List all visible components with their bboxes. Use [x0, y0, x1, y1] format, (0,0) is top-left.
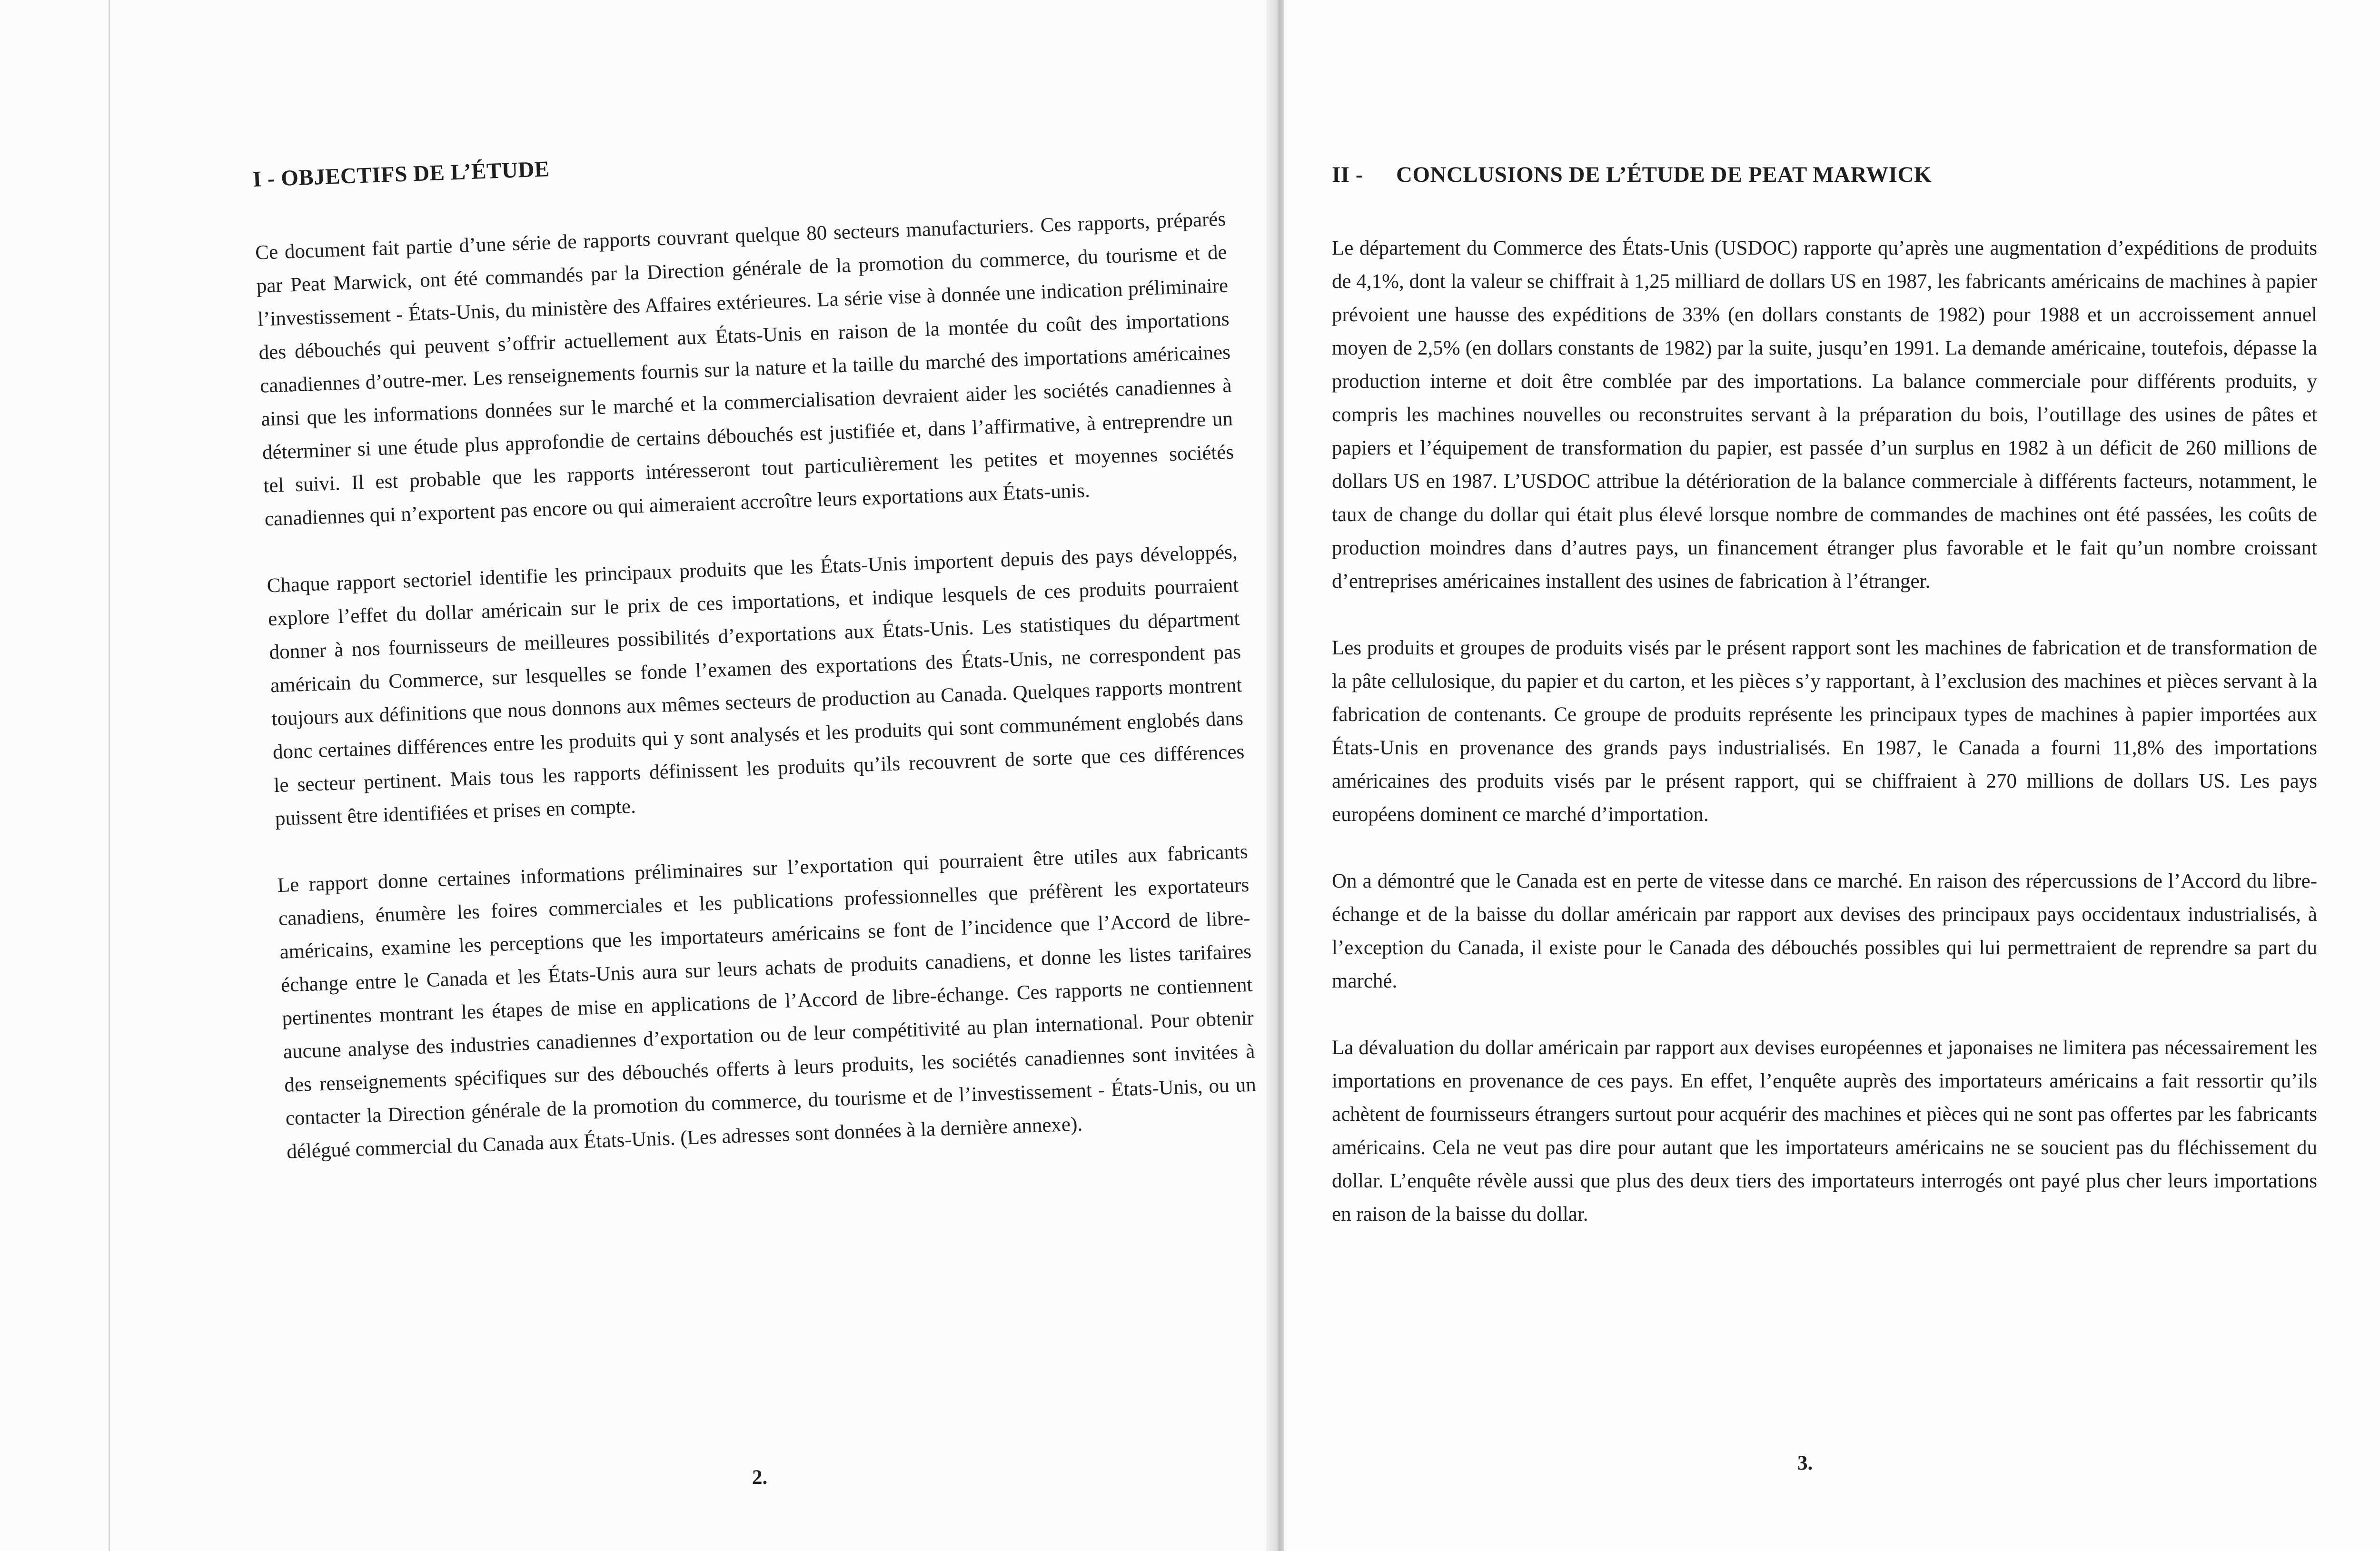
paragraph-4: La dévaluation du dollar américain par rapport aux devises européennes et japonaises ne limitera pas nécessairement les importations en provenance de ces pays. En effet, l’enquête auprès des importateurs américains a fait ressortir qu’ils achètent de fournisseurs étrangers surtout pour acquérir des machines et pièces qui ne sont pas offertes par les fabricants américains. Cela ne veut pas dire pour autant que les importateurs américains ne se soucient pas du fléchissement du dollar. L’enquête révèle aussi que plus des deux tiers des importateurs interrogés ont payé plus cher leurs importations en raison de la baisse du dollar. [1332, 1037, 2317, 1225]
page-edge-line [109, 0, 110, 1551]
section-title: CONCLUSIONS DE L’ÉTUDE DE PEAT MARWICK [1396, 162, 1932, 187]
page-number: 3. [1797, 1452, 1813, 1474]
section-heading-conclusions [1332, 162, 2317, 188]
paragraph-2: Chaque rapport sectoriel identifie les principaux produits que les États-Unis importent depuis des pays développés, explore l’effet du dollar américain sur le prix de ces importations, et indique lesquels de ces produits pourraient donner à nos fournisseurs de meilleures possibilités d’exportations aux États-Unis. Les statistiques du départment américain du Commerce, sur lesquelles se fonde l’examen des exportations des États-Unis, ne correspondent pas toujours aux définitions que nous donnons aux mêmes secteurs de production au Canada. Quelques rapports montrent donc certaines différences entre les produits qui y sont analysés et les produits qui sont communément englobés dans le secteur pertinent. Mais tous les rapports définissent les produits qu’ils recouvrent de sorte que ces différences puissent être identifiées et prises en compte. [266, 541, 1245, 830]
paragraph-3: Le rapport donne certaines informations préliminaires sur l’exportation qui pourraient être utiles aux fabricants canadiens, énumère les foires commerciales et les publications professionnelles que préfèrent les exportateurs américains, examine les perceptions que les importateurs américains se font de l’incidence que l’Accord de libre-échange entre le Canada et les États-Unis aura sur leurs achats de produits canadiens, et donne les listes tarifaires pertinentes montrant les étapes de mise en applications de l’Accord de libre-échange. Ces rapports ne contiennent aucune analyse des industries canadiennes d’exportation ou de leur compétitivité au plan international. Pour obtenir des renseignements spécifiques sur des débouchés offerts à leurs produits, les sociétés canadiennes sont invitées à contacter la Direction générale de la promotion du commerce, du tourisme et de l’investissement - États-Unis, ou un délégué commercial du Canada aux États-Unis. (Les adresses sont données à la dernière annexe). [277, 840, 1257, 1163]
paragraph-1: Le département du Commerce des États-Unis (USDOC) rapporte qu’après une augmentation d’expéditions de produits de 4,1%, dont la valeur se chiffrait à 1,25 milliard de dollars US en 1987, les fabricants américains de machines à papier prévoient une hausse des expéditions de 33% (en dollars constants de 1982) pour 1988 et un accroissement annuel moyen de 2,5% (en dollars constants de 1982) par la suite, jusqu’en 1991. La demande américaine, toutefois, dépasse la production interne et doit être comblée par des importations. La balance commerciale pour différents produits, y compris les machines nouvelles ou reconstruites servant à la préparation du bois, l’outillage des usines de pâtes et papiers et l’équipement de transformation du papier, est passée d’un surplus en 1982 à un déficit de 260 millions de dollars US en 1987. L’USDOC attribue la détérioration de la balance commerciale à différents facteurs, notamment, le taux de change du dollar qui était plus élevé lorsque nombre de commandes de machines ont été passées, les coûts de production moindres dans d’autres pays, un financement étranger plus favorable et le fait qu’un nombre croissant d’entreprises américaines installent des usines de fabrication à l’étranger. [1332, 237, 2317, 593]
right-page-content [1332, 162, 2317, 1231]
paragraph-3: On a démontré que le Canada est en perte de vitesse dans ce marché. En raison des répercussions de l’Accord du libre-échange et de la baisse du dollar américain par rapport aux devises des principaux pays occidentaux industrialisés, à l’exception du Canada, il existe pour le Canada des débouchés possibles qui lui permettraient de reprendre sa part du marché. [1332, 870, 2317, 992]
paragraph-2: Les produits et groupes de produits visés par le présent rapport sont les machines de fabrication et de transformation de la pâte cellulosique, du papier et du carton, et les pièces s’y rapportant, à l’exclusion des machines et pièces servant à la fabrication de contenants. Ce groupe de produits représente les principaux types de machines à papier importées aux États-Unis en provenance des grands pays industrialisés. En 1987, le Canada a fourni 11,8% des importations américaines des produits visés par le présent rapport, qui se chiffraient à 270 millions de dollars US. Les pays européens dominent ce marché d’importation. [1332, 637, 2317, 826]
left-page-content [252, 133, 1258, 1169]
page-number: 2. [752, 1466, 768, 1489]
section-heading-objectifs: I - OBJECTIFS DE L’ÉTUDE [252, 157, 550, 192]
section-number: II - [1332, 162, 1363, 187]
paragraph-1: Ce document fait partie d’une série de rapports couvrant quelque 80 secteurs manufacturiers. Ces rapports, préparés par Peat Marwick, ont été commandés par la Direction générale de la promotion du commerce, du tourisme et de l’investissement - États-Unis, du ministère des Affaires extérieures. La série vise à donnée une indication préliminaire des débouchés qui peuvent s’offrir actuellement aux États-Unis en raison de la montée du coût des importations canadiennes d’outre-mer. Les renseignements fournis sur la nature et la taille du marché des importations américaines ainsi que les informations données sur le marché et la commercialisation devraient aider les sociétés canadiennes à déterminer si une étude plus approfondie de certains débouchés est justifiée et, dans l’affirmative, à entreprendre un tel suivi. Il est probable que les rapports intéresseront tout particulièrement les petites et moyennes sociétés canadiennes qui n’exportent pas encore ou qui aimeraient accroître leurs exportations aux États-unis. [255, 207, 1235, 531]
right-page [1284, 0, 2380, 1551]
